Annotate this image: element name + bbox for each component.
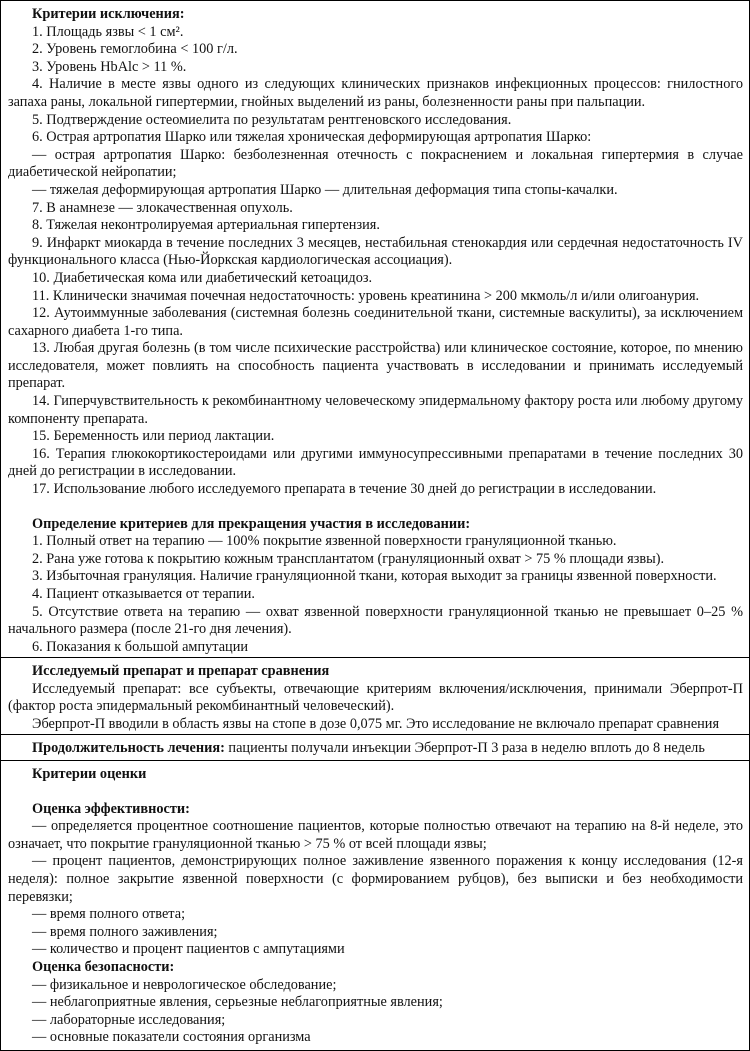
duration-text: пациенты получали инъекции Эберпрот-П 3 раза в неделю вплоть до 8 недель bbox=[224, 740, 705, 756]
safety-item: — основные показатели состояния организма bbox=[32, 1029, 311, 1046]
duration-label: Продолжительность лечения: bbox=[32, 740, 225, 756]
exclusion-item: 11. Клинически значимая почечная недостаточность: уровень креатинина > 200 мкмоль/л и/или олигоанурия. bbox=[32, 287, 700, 304]
exclusion-item: 4. Наличие в месте язвы одного из следующих клинических признаков инфекционных процессов: гнилостного запаха раны, локальной гипертермии, гнойных выделений из раны, болезненности раны при пальпации. bbox=[8, 76, 743, 110]
exclusion-item: 2. Уровень гемоглобина < 100 г/л. bbox=[32, 41, 238, 58]
efficacy-item: — процент пациентов, демонстрирующих полное заживление язвенного поражения к концу исследования (12-я неделя): полное закрытие язвенной поверхности (с формированием рубцов), без выписки и без необходимости перевязки; bbox=[8, 853, 743, 905]
exclusion-item: 17. Использование любого исследуемого препарата в течение 30 дней до регистрации в исследовании. bbox=[32, 481, 657, 498]
drug-paragraph: Эберпрот-П вводили в область язвы на стопе в дозе 0,075 мг. Это исследование не включало препарат сравнения bbox=[32, 715, 720, 732]
exclusion-item: 14. Гиперчувствительность к рекомбинантному человеческому эпидермальному фактору роста или любому другому компоненту препарата. bbox=[8, 393, 743, 427]
safety-item: — лабораторные исследования; bbox=[32, 1011, 226, 1028]
exclusion-item: 9. Инфаркт миокарда в течение последних 3 месяцев, нестабильная стенокардия или сердечная недостаточность IV функционального класса (Нью-Йоркская кардиологическая ассоциация). bbox=[8, 234, 743, 269]
drug-section bbox=[0, 657, 750, 734]
efficacy-title: Оценка эффективности: bbox=[32, 800, 190, 817]
safety-title: Оценка безопасности: bbox=[32, 958, 175, 975]
exclusion-item: 15. Беременность или период лактации. bbox=[32, 428, 275, 445]
exclusion-item: — острая артропатия Шарко: безболезненная отечность с покраснением и локальная гипертермия в случае диабетической нейропатии; bbox=[8, 146, 743, 181]
safety-item: — неблагоприятные явления, серьезные неблагоприятные явления; bbox=[32, 994, 443, 1011]
drug-paragraph: Исследуемый препарат: все субъекты, отвечающие критериям включения/исключения, принимали Эберпрот-П (фактор роста эпидермальный рекомбинантный человеческий). bbox=[8, 680, 743, 715]
efficacy-item: — время полного заживления; bbox=[32, 923, 218, 940]
exclusion-item: 16. Терапия глюкокортикостероидами или другими иммуносупрессивными препаратами в течение последних 30 дней до регистрации в исследовании. bbox=[8, 445, 743, 480]
efficacy-item: — количество и процент пациентов с ампутациями bbox=[32, 941, 345, 958]
exclusion-item: — тяжелая деформирующая артропатия Шарко — длительная деформация типа стопы-качалки. bbox=[32, 181, 618, 198]
exclusion-item: 12. Аутоиммунные заболевания (системная болезнь соединительной ткани, системные васкулиты), за исключением сахарного диабета 1-го типа. bbox=[8, 305, 743, 339]
spacer bbox=[8, 784, 743, 801]
exclusion-item: 3. Уровень HbAlc > 11 %. bbox=[32, 58, 187, 75]
exclusion-item: 6. Острая артропатия Шарко или тяжелая хроническая деформирующая артропатия Шарко: bbox=[32, 129, 592, 146]
efficacy-item: — определяется процентное соотношение пациентов, которые полностью отвечают на терапию на 8-й неделе, это означает, что покрытие грануляционной тканью > 75 % от всей площади язвы; bbox=[8, 818, 743, 852]
duration-section bbox=[0, 734, 750, 760]
efficacy-item: — время полного ответа; bbox=[32, 906, 186, 923]
exclusion-item: 10. Диабетическая кома или диабетический кетоацидоз. bbox=[32, 269, 373, 286]
exclusion-title: Критерии исключения: bbox=[32, 6, 185, 22]
duration-line bbox=[8, 740, 743, 758]
exclusion-item: 13. Любая другая болезнь (в том числе психические расстройства) или клиническое состояние, которое, по мнению исследователя, может повлиять на способность пациента участвовать в исследовании и принимать исследуемый препарат. bbox=[8, 340, 743, 392]
termination-item: 3. Избыточная грануляция. Наличие грануляционной ткани, которая выходит за границы язвенной поверхности. bbox=[32, 568, 717, 585]
termination-item: 4. Пациент отказывается от терапии. bbox=[32, 586, 256, 602]
exclusion-item: 5. Подтверждение остеомиелита по результатам рентгеновского исследования. bbox=[32, 111, 512, 128]
exclusion-item: 7. В анамнезе — злокачественная опухоль. bbox=[32, 199, 293, 216]
termination-title: Определение критериев для прекращения участия в исследовании: bbox=[32, 515, 471, 532]
termination-item: 5. Отсутствие ответа на терапию — охват язвенной поверхности грануляционной тканью не превышает 0–25 % начального размера (после 21-го дня лечения). bbox=[8, 603, 743, 638]
exclusion-item: 1. Площадь язвы < 1 см². bbox=[32, 23, 184, 40]
termination-item: 1. Полный ответ на терапию — 100% покрытие язвенной поверхности грануляционной тканью. bbox=[32, 533, 617, 550]
evaluation-section bbox=[0, 760, 750, 1051]
evaluation-title: Критерии оценки bbox=[32, 766, 147, 782]
exclusion-item: 8. Тяжелая неконтролируемая артериальная гипертензия. bbox=[32, 217, 380, 234]
termination-item: 6. Показания к большой ампутации bbox=[32, 638, 248, 655]
drug-title: Исследуемый препарат и препарат сравнения bbox=[32, 663, 330, 679]
spacer bbox=[8, 499, 743, 516]
termination-item: 2. Рана уже готова к покрытию кожным трансплантатом (грануляционный охват > 75 % площади язвы). bbox=[32, 550, 665, 567]
safety-item: — физикальное и неврологическое обследование; bbox=[32, 976, 337, 993]
